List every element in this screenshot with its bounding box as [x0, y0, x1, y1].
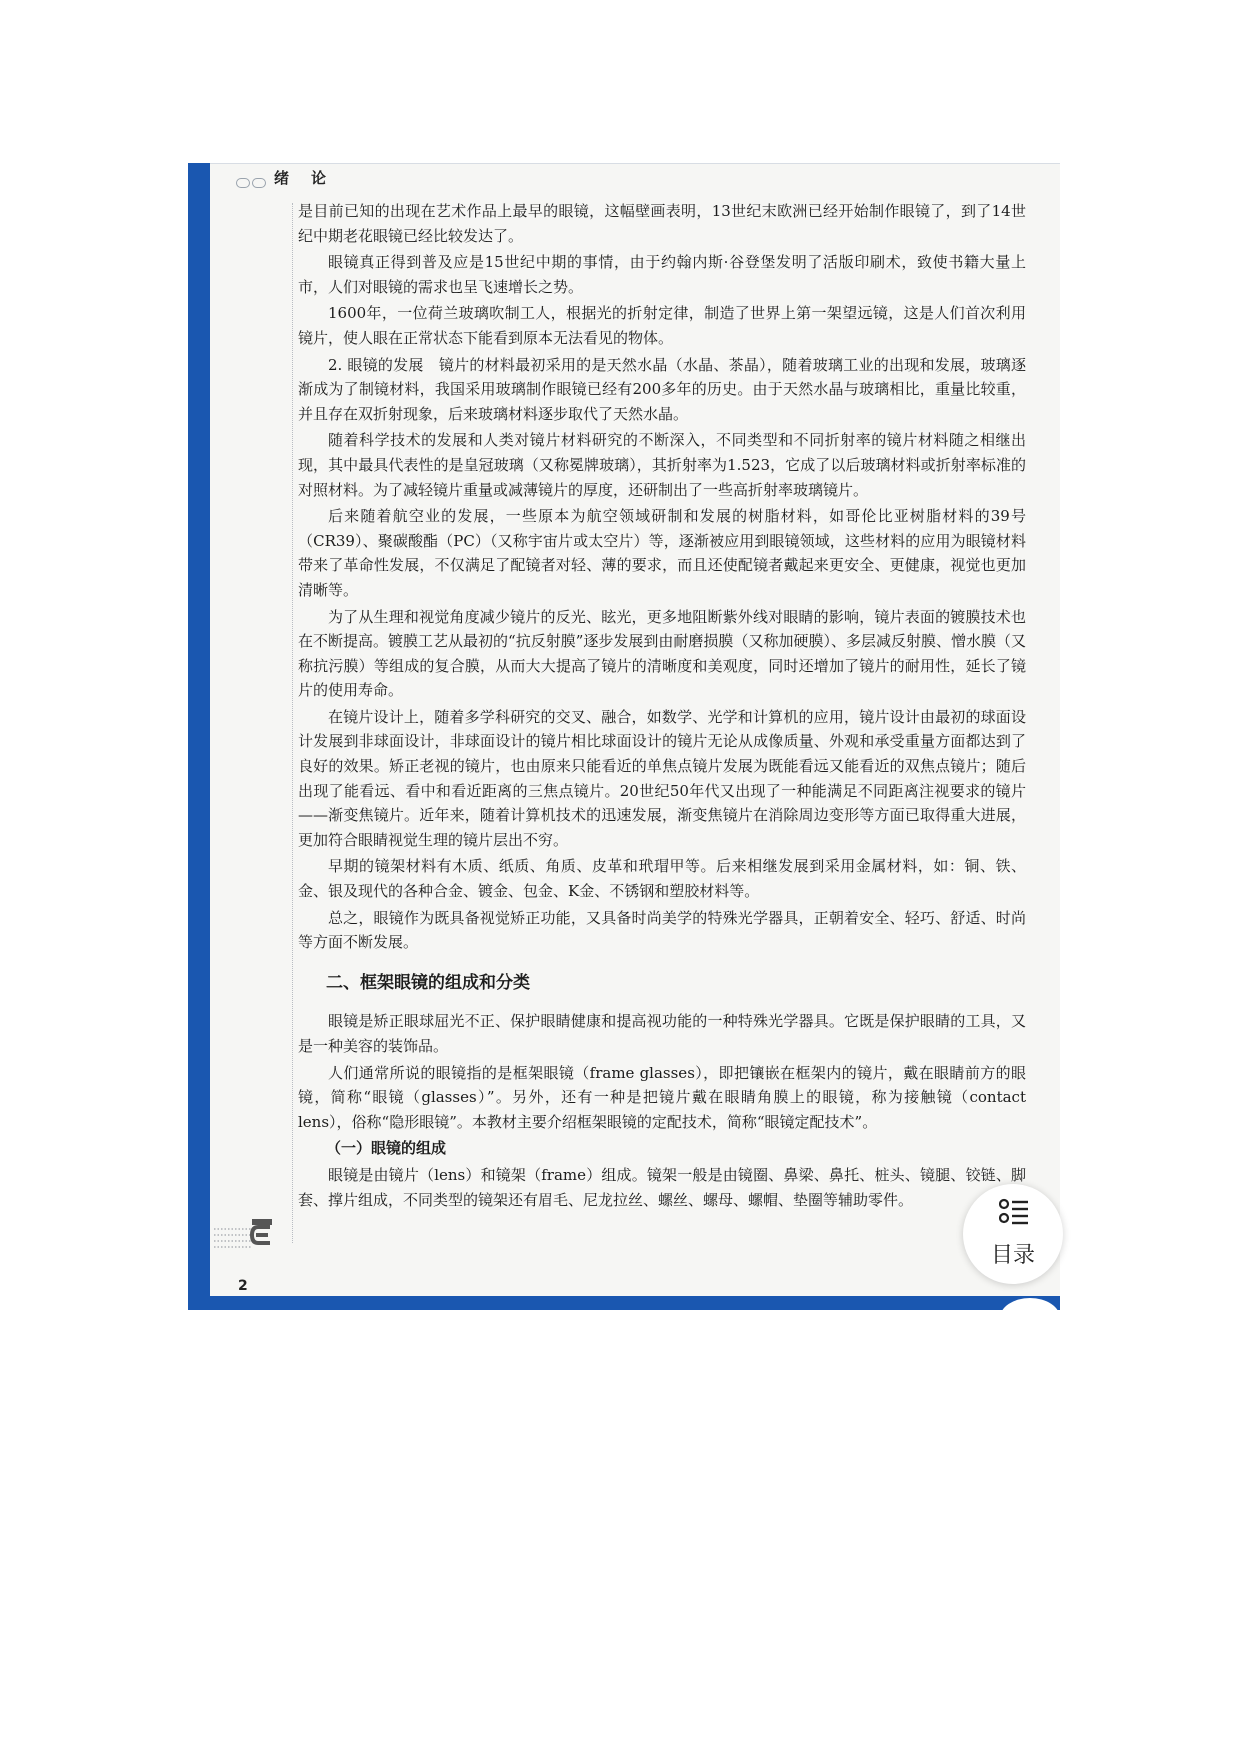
partial-floating-button — [1000, 1298, 1060, 1310]
paragraph-group-bottom — [298, 1163, 1026, 1212]
header-ornament — [236, 173, 268, 183]
top-rule — [210, 163, 1060, 164]
paragraph: 人们通常所说的眼镜指的是框架眼镜（frame glasses），即把镶嵌在框架内的镜片，戴在眼睛前方的眼镜，简称“眼镜（glasses）”。另外，还有一种是把镜片戴在眼睛角膜上的眼镜，称为接触镜（contact lens），俗称“隐形眼镜”。本教材主要介绍框架眼镜的定配技术，简称“眼镜定配技术”。 — [298, 1063, 1026, 1131]
page-number: 2 — [238, 1278, 248, 1294]
paragraph: 为了从生理和视觉角度减少镜片的反光、眩光，更多地阻断紫外线对眼睛的影响，镜片表面的镀膜技术也在不断提高。镀膜工艺从最初的“抗反射膜”逐步发展到由耐磨损膜（又称加硬膜）、多层减反射膜、憎水膜（又称抗污膜）等组成的复合膜，从而大大提高了镜片的清晰度和美观度，同时还增加了镜片的耐用性，延长了镜片的使用寿命。 — [298, 607, 1026, 700]
paragraph: 眼镜是由镜片（lens）和镜架（frame）组成。镜架一般是由镜圈、鼻梁、鼻托、桩头、镜腿、铰链、脚套、撑片组成，不同类型的镜架还有眉毛、尼龙拉丝、螺丝、螺母、螺帽、垫圈等辅助零件。 — [298, 1165, 1026, 1209]
paragraph: 2. 眼镜的发展 镜片的材料最初采用的是天然水晶（水晶、茶晶），随着玻璃工业的出现和发展，玻璃逐渐成为了制镜材料，我国采用玻璃制作眼镜已经有200多年的历史。由于天然水晶与玻璃相比，重量比较重，并且存在双折射现象，后来玻璃材料逐步取代了天然水晶。 — [298, 355, 1026, 423]
list-icon — [999, 1198, 1029, 1226]
scanned-page — [188, 163, 1060, 1310]
paragraph-group-mid — [298, 1009, 1026, 1134]
paragraph: 总之，眼镜作为既具备视觉矫正功能，又具备时尚美学的特殊光学器具，正朝着安全、轻巧、舒适、时尚等方面不断发展。 — [298, 908, 1026, 952]
margin-rule — [292, 203, 293, 1243]
subsection-title: （一）眼镜的组成 — [326, 1139, 447, 1158]
binding-edge — [188, 163, 210, 1310]
paragraph: 眼镜是矫正眼球屈光不正、保护眼睛健康和提高视功能的一种特殊光学器具。它既是保护眼睛的工具，又是一种美容的装饰品。 — [298, 1012, 1026, 1055]
publisher-logo-icon — [212, 1215, 276, 1255]
paragraph: 是目前已知的出现在艺术作品上最早的眼镜，这幅壁画表明，13世纪末欧洲已经开始制作眼镜了，到了14世纪中期老花眼镜已经比较发达了。 — [298, 202, 1026, 245]
paragraph: 1600年，一位荷兰玻璃吹制工人，根据光的折射定律，制造了世界上第一架望远镜，这是人们首次利用镜片，使人眼在正常状态下能看到原本无法看见的物体。 — [298, 304, 1026, 347]
running-title: 绪论 — [274, 169, 349, 187]
bottom-edge — [188, 1296, 1060, 1310]
toc-label: 目录 — [990, 1243, 1035, 1268]
paragraph: 早期的镜架材料有木质、纸质、角质、皮革和玳瑁甲等。后来相继发展到采用金属材料，如：铜、铁、金、银及现代的各种合金、镀金、包金、K金、不锈钢和塑胶材料等。 — [298, 857, 1026, 901]
toc-button[interactable] — [963, 1184, 1063, 1284]
paragraph-group-top — [298, 199, 1026, 955]
section-title: 二、框架眼镜的组成和分类 — [326, 972, 530, 993]
paragraph: 在镜片设计上，随着多学科研究的交叉、融合，如数学、光学和计算机的应用，镜片设计由最初的球面设计发展到非球面设计，非球面设计的镜片相比球面设计的镜片无论从成像质量、外观和承受重量方面都达到了良好的效果。矫正老视的镜片，也由原来只能看近的单焦点镜片发展为既能看远又能看近的双焦点镜片；随后出现了能看远、看中和看近距离的三焦点镜片。20世纪50年代又出现了一种能满足不同距离注视要求的镜片——渐变焦镜片。近年来，随着计算机技术的迅速发展，渐变焦镜片在消除周边变形等方面已取得重大进展，更加符合眼睛视觉生理的镜片层出不穷。 — [298, 707, 1026, 849]
paragraph: 随着科学技术的发展和人类对镜片材料研究的不断深入，不同类型和不同折射率的镜片材料随之相继出现，其中最具代表性的是皇冠玻璃（又称冕牌玻璃），其折射率为1.523，它成了以后玻璃材料或折射率标准的对照材料。为了减轻镜片重量或减薄镜片的厚度，还研制出了一些高折射率玻璃镜片。 — [298, 431, 1026, 499]
paragraph: 眼镜真正得到普及应是15世纪中期的事情，由于约翰内斯·谷登堡发明了活版印刷术，致使书籍大量上市，人们对眼镜的需求也呈飞速增长之势。 — [298, 253, 1026, 296]
body-text — [298, 199, 1026, 1214]
paragraph: 后来随着航空业的发展，一些原本为航空领域研制和发展的树脂材料，如哥伦比亚树脂材料的39号（CR39）、聚碳酸酯（PC）（又称宇宙片或太空片）等，逐渐被应用到眼镜领域，这些材料的应用为眼镜材料带来了革命性发展，不仅满足了配镜者对轻、薄的要求，而且还使配镜者戴起来更安全、更健康，视觉也更加清晰等。 — [298, 507, 1026, 599]
